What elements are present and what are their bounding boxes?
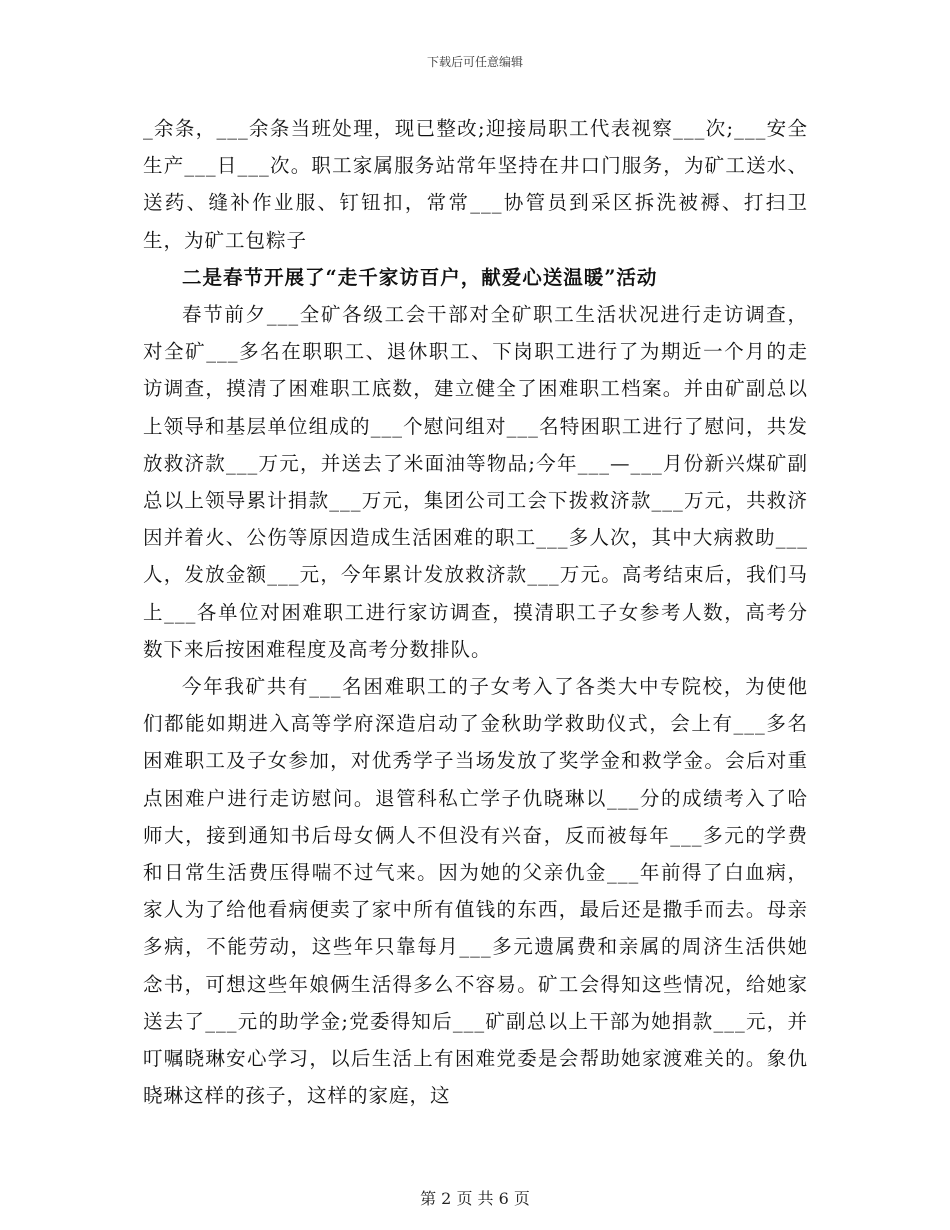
paragraph-spring-festival: 春节前夕___全矿各级工会干部对全矿职工生活状况进行走访调查，对全矿___多名在职职工、退休职工、下岗职工进行了为期近一个月的走访调查，摸清了困难职工底数，建立健全了困难职工档案。并由矿副总以上领导和基层单位组成的___个慰问组对___名特困职工进行了慰问，共发放救济款___万元，并送去了米面油等物品;今年___—___月份新兴煤矿副总以上领导累计捐款___万元，集团公司工会下拨救济款___万元，共救济因并着火、公伤等原因造成生活困难的职工___多人次，其中大病救助___人，发放金额___元，今年累计发放救济款___万元。高考结束后，我们马上___各单位对困难职工进行家访调查，摸清职工子女参考人数，高考分数下来后按困难程度及高考分数排队。	[143, 303, 808, 661]
paragraph-continuation: _余条，___余条当班处理，现已整改;迎接局职工代表视察___次;___安全生产___日___次。职工家属服务站常年坚持在井口门服务，为矿工送水、送药、缝补作业服、钉钮扣，常常___协管员到采区拆洗被褥、打扫卫生，为矿工包粽子	[143, 117, 808, 252]
page-number-footer: 第 2 页 共 6 页	[420, 1189, 530, 1208]
paragraph-student-aid: 今年我矿共有___名困难职工的子女考入了各类大中专院校，为使他们都能如期进入高等学府深造启动了金秋助学救助仪式，会上有___多名困难职工及子女参加，对优秀学子当场发放了奖学金和救学金。会后对重点困难户进行走访慰问。退管科私亡学子仇晓琳以___分的成绩考入了哈师大，接到通知书后母女俩人不但没有兴奋，反而被每年___多元的学费和日常生活费压得喘不过气来。因为她的父亲仇金___年前得了白血病，家人为了给他看病便卖了家中所有值钱的东西，最后还是撒手而去。母亲多病，不能劳动，这些年只靠每月___多元遗属费和亲属的周济生活供她念书，可想这些年娘俩生活得多么不容易。矿工会得知这些情况，给她家送去了___元的助学金;党委得知后___矿副总以上干部为她捐款___元，并叮嘱晓琳安心学习，以后生活上有困难党委是会帮助她家渡难关的。象仇晓琳这样的孩子，这样的家庭，这	[143, 675, 808, 1108]
section-heading: 二是春节开展了“走千家访百户，献爱心送温暖”活动	[182, 265, 658, 289]
page-header-note: 下载后可任意编辑	[426, 55, 523, 69]
document-body	[143, 110, 808, 1114]
